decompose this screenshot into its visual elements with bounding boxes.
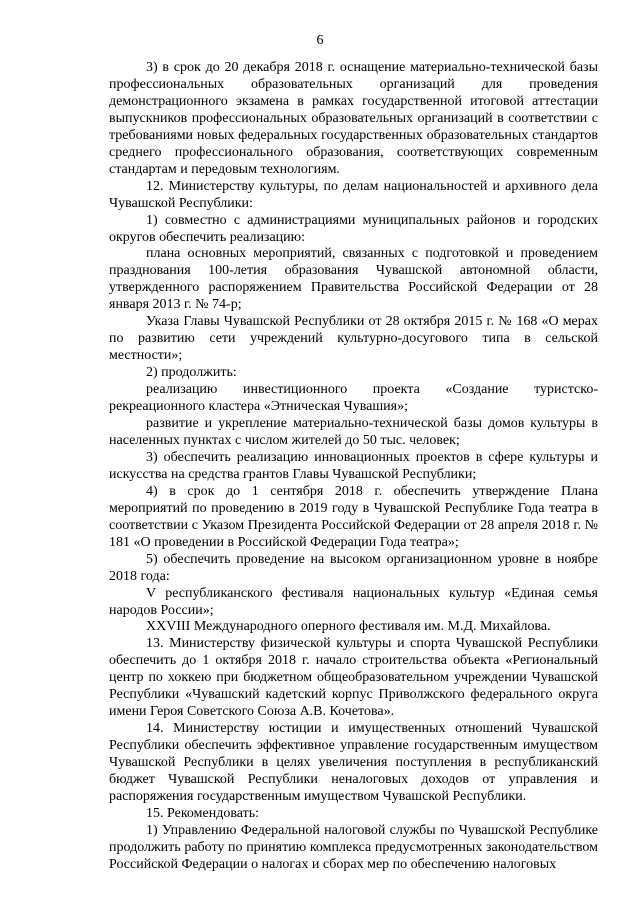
paragraph: 1) совместно с администрациями муниципальных районов и городских округов обеспечить реализацию: xyxy=(109,212,598,245)
paragraph: XXVIII Международного оперного фестиваля им. М.Д. Михайлова. xyxy=(146,619,551,635)
paragraph: 3) в срок до 20 декабря 2018 г. оснащение материально-технической базы профессиональных образовательных организаций для проведения демонстрационного экзамена в рамках государственной итоговой аттестации выпускников профессиональных образовательных организаций в соответствии с требованиями новых федеральных государственных образовательных стандартов среднего профессионального образования, соответствующих современным стандартам и передовым технологиям. xyxy=(109,60,598,177)
page-number: 6 xyxy=(316,33,324,48)
paragraph: 4) в срок до 1 сентября 2018 г. обеспечить утверждение Плана мероприятий по проведению в 2019 году в Чувашской Республике Года театра в соответствии с Указом Президента Российской Федерации от 28 апреля 2018 г. № 181 «О проведении в Российской Федерации Года театра»; xyxy=(109,483,598,550)
document-body xyxy=(109,60,598,874)
paragraph: реализацию инвестиционного проекта «Создание туристско-рекреационного кластера «Этническая Чувашия»; xyxy=(109,382,598,415)
paragraph: 12. Министерству культуры, по делам национальностей и архивного дела Чувашской Республики: xyxy=(109,178,598,211)
paragraph: Указа Главы Чувашской Республики от 28 октября 2015 г. № 168 «О мерах по развитию сети учреждений культурно-досугового типа в сельской местности»; xyxy=(109,314,598,364)
paragraph: 15. Рекомендовать: xyxy=(146,805,259,821)
paragraph: развитие и укрепление материально-технической базы домов культуры в населенных пунктах с числом жителей до 50 тыс. человек; xyxy=(109,416,598,448)
paragraph: V республиканского фестиваля национальных культур «Единая семья народов России»; xyxy=(109,585,598,618)
paragraph: 1) Управлению Федеральной налоговой службы по Чувашской Республике продолжить работу по принятию комплекса предусмотренных законодательством Российской Федерации о налогах и сборах мер по обеспечению налоговых xyxy=(109,822,598,872)
paragraph: плана основных мероприятий, связанных с подготовкой и проведением празднования 100-летия образования Чувашской автономной области, утвержденного распоряжением Правительства Российской Федерации от 28 января 2013 г. № 74-р; xyxy=(109,246,598,313)
paragraph: 14. Министерству юстиции и имущественных отношений Чувашской Республики обеспечить эффективное управление государственным имуществом Чувашской Республики в целях увеличения поступления в республиканский бюджет Чувашской Республики неналоговых доходов от управления и распоряжения государственным имуществом Чувашской Республики. xyxy=(109,721,598,804)
paragraph: 13. Министерству физической культуры и спорта Чувашской Республики обеспечить до 1 октября 2018 г. начало строительства объекта «Региональный центр по хоккею при бюджетном общеобразовательном учреждении Чувашской Республики «Чувашский кадетский корпус Приволжского федерального округа имени Героя Советского Союза А.В. Кочетова». xyxy=(109,636,598,720)
paragraph: 3) обеспечить реализацию инновационных проектов в сфере культуры и искусства на средства грантов Главы Чувашской Республики; xyxy=(109,449,598,482)
paragraph: 5) обеспечить проведение на высоком организационном уровне в ноябре 2018 года: xyxy=(109,551,598,584)
paragraph: 2) продолжить: xyxy=(146,365,237,381)
